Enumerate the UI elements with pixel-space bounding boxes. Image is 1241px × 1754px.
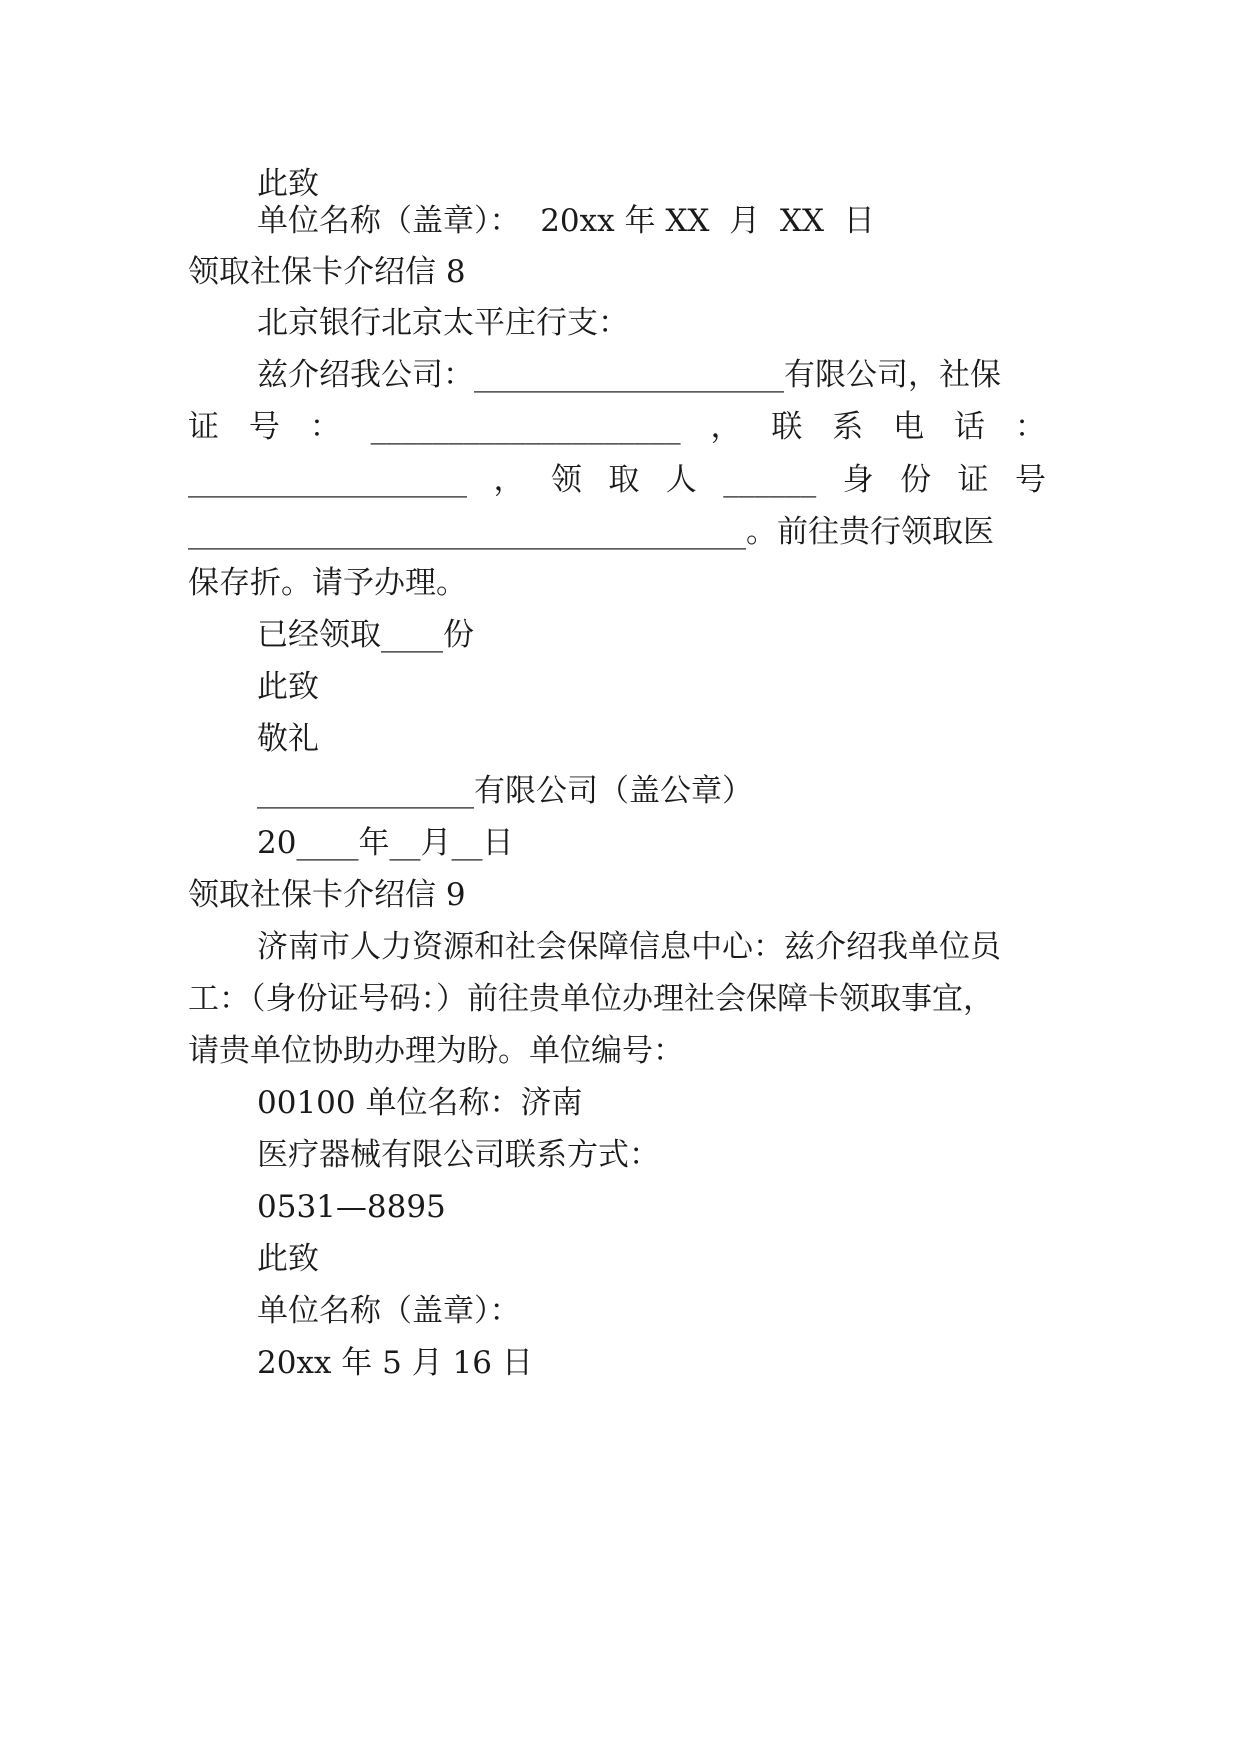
section-heading-8: 领取社保卡介绍信 8 <box>188 254 466 290</box>
text-fragment: 证 <box>188 409 219 445</box>
text-fragment: ， <box>493 462 525 498</box>
text-fragment: 身 <box>842 462 874 498</box>
body-line: 0531—8895 <box>257 1189 446 1225</box>
closing-line: 此致 <box>257 669 319 705</box>
body-line: ____________________________________。前往贵行领取医 <box>188 514 994 550</box>
recipient-line: 北京银行北京太平庄行支： <box>257 305 629 341</box>
body-line: 00100 单位名称：济南 <box>257 1085 583 1121</box>
text-fragment: 联 <box>771 409 803 445</box>
body-line: 医疗器械有限公司联系方式： <box>257 1137 660 1173</box>
blank-line: ____________________ <box>370 409 681 445</box>
text-fragment: 取 <box>608 462 640 498</box>
blank-line: __________________ <box>188 462 467 498</box>
date-line: 20____年__月__日 <box>257 825 514 861</box>
text-fragment: 电 <box>893 409 925 445</box>
date-line: 20xx 年 5 月 16 日 <box>257 1345 533 1381</box>
body-line: 已经领取____份 <box>257 617 474 653</box>
body-line: 兹介绍我公司：____________________有限公司，社保 <box>257 357 1001 393</box>
signature-date-line: 单位名称（盖章）： 20xx 年 XX 月 XX 日 <box>257 203 875 239</box>
text-fragment: 人 <box>665 462 697 498</box>
text-fragment: 证 <box>957 462 989 498</box>
body-line-justified <box>188 460 1046 500</box>
text-fragment: 号 <box>248 409 280 445</box>
body-line: 保存折。请予办理。 <box>188 565 467 601</box>
signature-line: 单位名称（盖章）： <box>257 1293 521 1329</box>
blank-line: ______ <box>723 462 817 498</box>
text-fragment: 系 <box>832 409 864 445</box>
text-fragment: 号 <box>1014 462 1046 498</box>
text-fragment: ， <box>710 409 742 445</box>
text-fragment: ： <box>1014 409 1046 445</box>
closing-line: 敬礼 <box>257 721 319 757</box>
text-fragment: 份 <box>900 462 932 498</box>
text-fragment: ： <box>309 409 341 445</box>
recipient-line: 济南市人力资源和社会保障信息中心：兹介绍我单位员 <box>257 929 1001 965</box>
text-fragment: 话 <box>954 409 985 445</box>
body-line-justified <box>188 407 1046 447</box>
body-line: 工：（身份证号码：）前往贵单位办理社会保障卡领取事宜， <box>188 981 994 1017</box>
closing-line: 此致 <box>257 166 319 202</box>
section-heading-9: 领取社保卡介绍信 9 <box>188 877 466 913</box>
body-line: 请贵单位协助办理为盼。单位编号： <box>188 1033 684 1069</box>
signature-line: ______________有限公司（盖公章） <box>257 773 753 809</box>
text-fragment: 领 <box>550 462 582 498</box>
closing-line: 此致 <box>257 1241 319 1277</box>
